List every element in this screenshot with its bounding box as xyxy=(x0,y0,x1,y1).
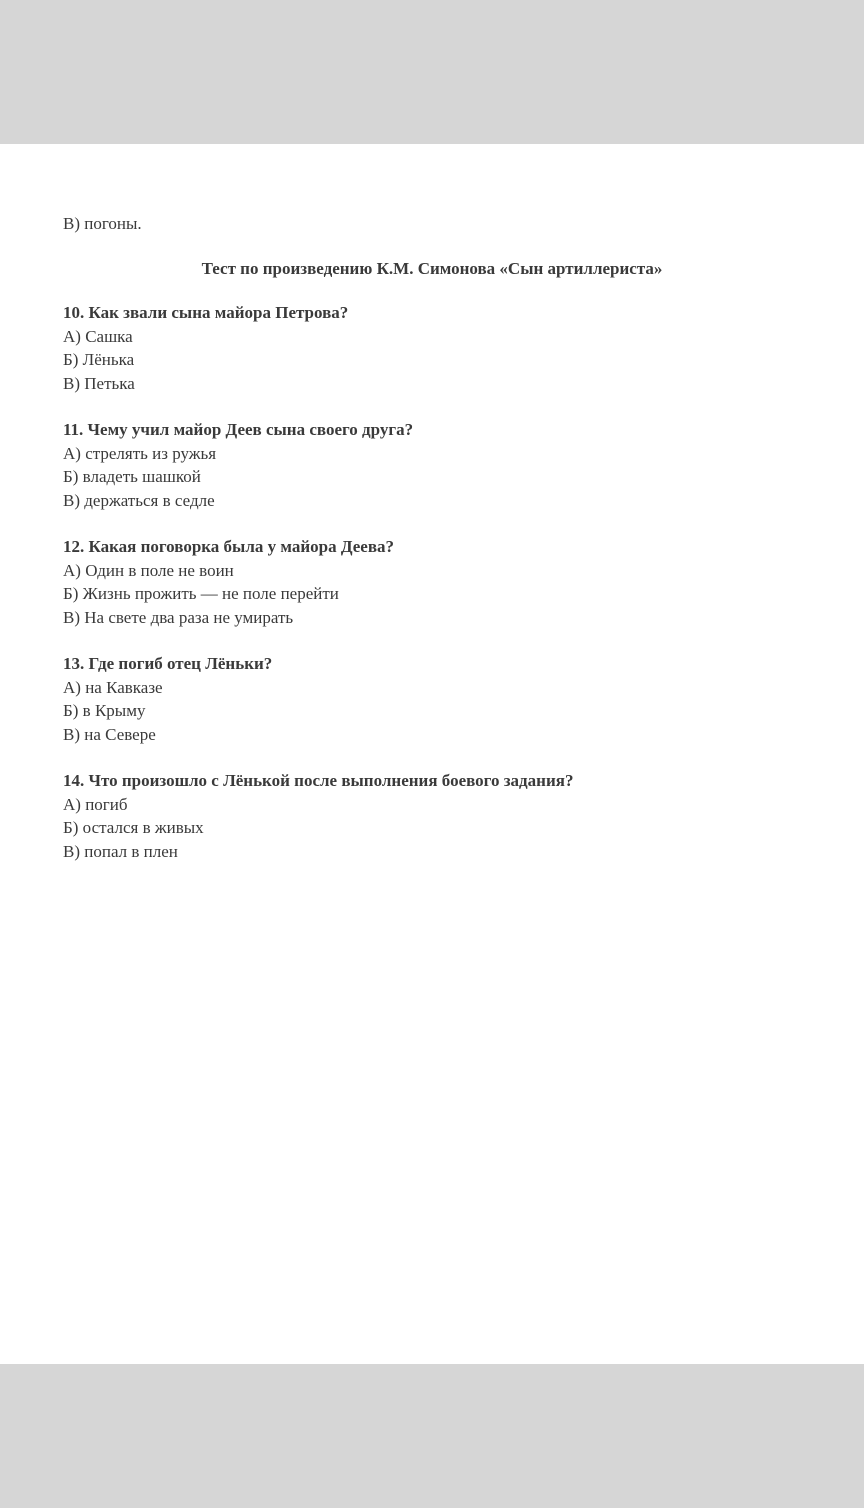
answer-option-b: Б) остался в живых xyxy=(63,818,204,837)
answer-option-a: А) Один в поле не воин xyxy=(63,560,234,580)
answer-option-a: А) на Кавказе xyxy=(63,677,163,697)
answer-option-b: Б) владеть шашкой xyxy=(63,467,201,486)
answer-option-b: Б) Жизнь прожить — не поле перейти xyxy=(63,584,339,603)
question-10 xyxy=(63,301,823,395)
answer-option-c: В) Петька xyxy=(63,373,135,393)
answer-option-a: А) Сашка xyxy=(63,326,133,346)
question-11 xyxy=(63,418,823,512)
viewer-bottom-margin xyxy=(0,1364,864,1508)
answer-option-b: Б) в Крыму xyxy=(63,701,146,720)
answer-option-c: В) На свете два раза не умирать xyxy=(63,607,294,627)
question-text: 11. Чему учил майор Деев сына своего друга? xyxy=(63,420,414,439)
answer-option-c: В) на Севере xyxy=(63,724,156,744)
answer-option-a: А) погиб xyxy=(63,794,128,814)
answer-option-c: В) попал в плен xyxy=(63,841,178,861)
answer-option-b: Б) Лёнька xyxy=(63,350,135,369)
page-content xyxy=(63,212,823,886)
question-14 xyxy=(63,769,823,863)
test-title: Тест по произведению К.М. Симонова «Сын артиллериста» xyxy=(201,258,663,278)
question-text: 14. Что произошло с Лёнькой после выполнения боевого задания? xyxy=(63,771,574,790)
viewer-top-margin xyxy=(0,0,864,144)
answer-option-a: А) стрелять из ружья xyxy=(63,443,217,463)
question-text: 12. Какая поговорка была у майора Деева? xyxy=(63,537,395,556)
question-text: 13. Где погиб отец Лёньки? xyxy=(63,654,273,673)
question-13 xyxy=(63,652,823,746)
answer-option-c: В) держаться в седле xyxy=(63,490,215,510)
question-text: 10. Как звали сына майора Петрова? xyxy=(63,303,349,322)
document-page xyxy=(0,144,864,1364)
carry-over-answer: В) погоны. xyxy=(63,214,142,233)
question-12 xyxy=(63,535,823,629)
